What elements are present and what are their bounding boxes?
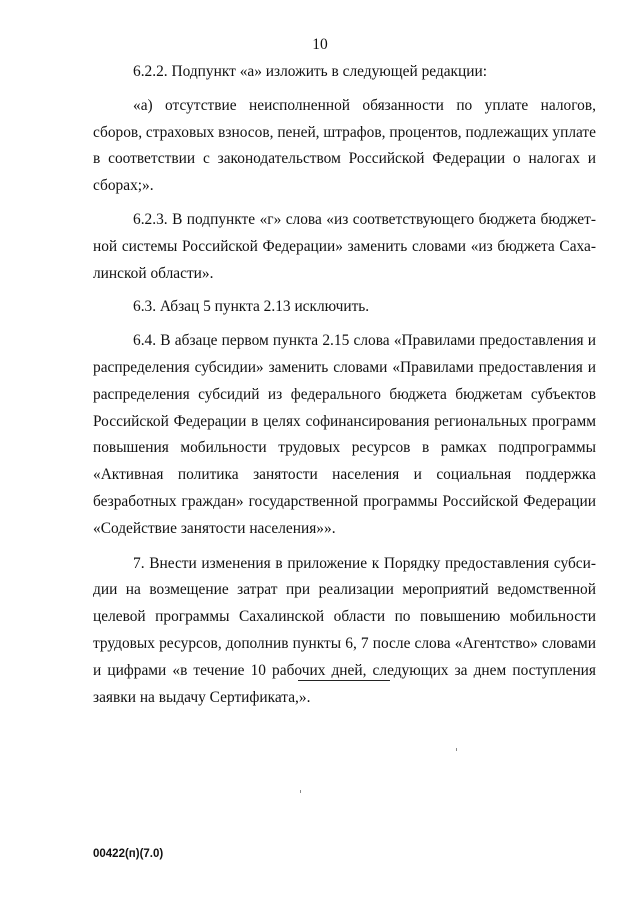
paragraph-6-2-2: 6.2.2. Подпункт «а» изложить в следующей редакции:: [133, 63, 488, 80]
page-number: 10: [312, 36, 328, 53]
scan-speck: [456, 748, 457, 751]
paragraph-7: 7. Внести изменения в приложение к Порядку предоставления субсидии на возмещение затрат при реализации мероприятий ведомственной целевой программы Сахалинской области по повышению мобильности трудовых ресурсов, дополнив пункты 6, 7 после слова «Агентство» словами и цифрами «в течение 10 рабочих дней, следующих за днем поступления заявки на выдачу Сертификата,».: [93, 554, 596, 706]
paragraph-6-3: 6.3. Абзац 5 пункта 2.13 исключить.: [133, 298, 370, 316]
scan-speck: [300, 790, 301, 793]
paragraph-6-2-2-text: «а) отсутствие неисполненной обязанности по уплате налогов, сборов, страховых взносов, пеней, штрафов, процентов, подлежащих уплате в соответствии с законодательством Российской Федерации о налогах и сборах;».: [93, 96, 596, 195]
paragraph-6-2-3: 6.2.3. В подпункте «г» слова «из соответствующего бюджета бюджетной системы Российской Федерации» заменить словами «из бюджета Сахалинской области».: [93, 210, 596, 282]
paragraph-6-4: 6.4. В абзаце первом пункта 2.15 слова «Правилами предоставления и распределения субсидии» заменить словами «Правилами предоставления и распределения субсидий из федерального бюджета бюджетам субъектов Российской Федерации в целях софинансирования региональных программ повышения мобильности трудовых ресурсов в рамках подпрограммы «Активная политика занятости населения и социальная поддержка безработных граждан» государственной программы Российской Федерации «Содействие занятости населения»».: [93, 332, 596, 537]
document-code: 00422(п)(7.0): [93, 848, 164, 860]
document-body: [93, 59, 596, 711]
closing-separator-line: [298, 680, 390, 681]
